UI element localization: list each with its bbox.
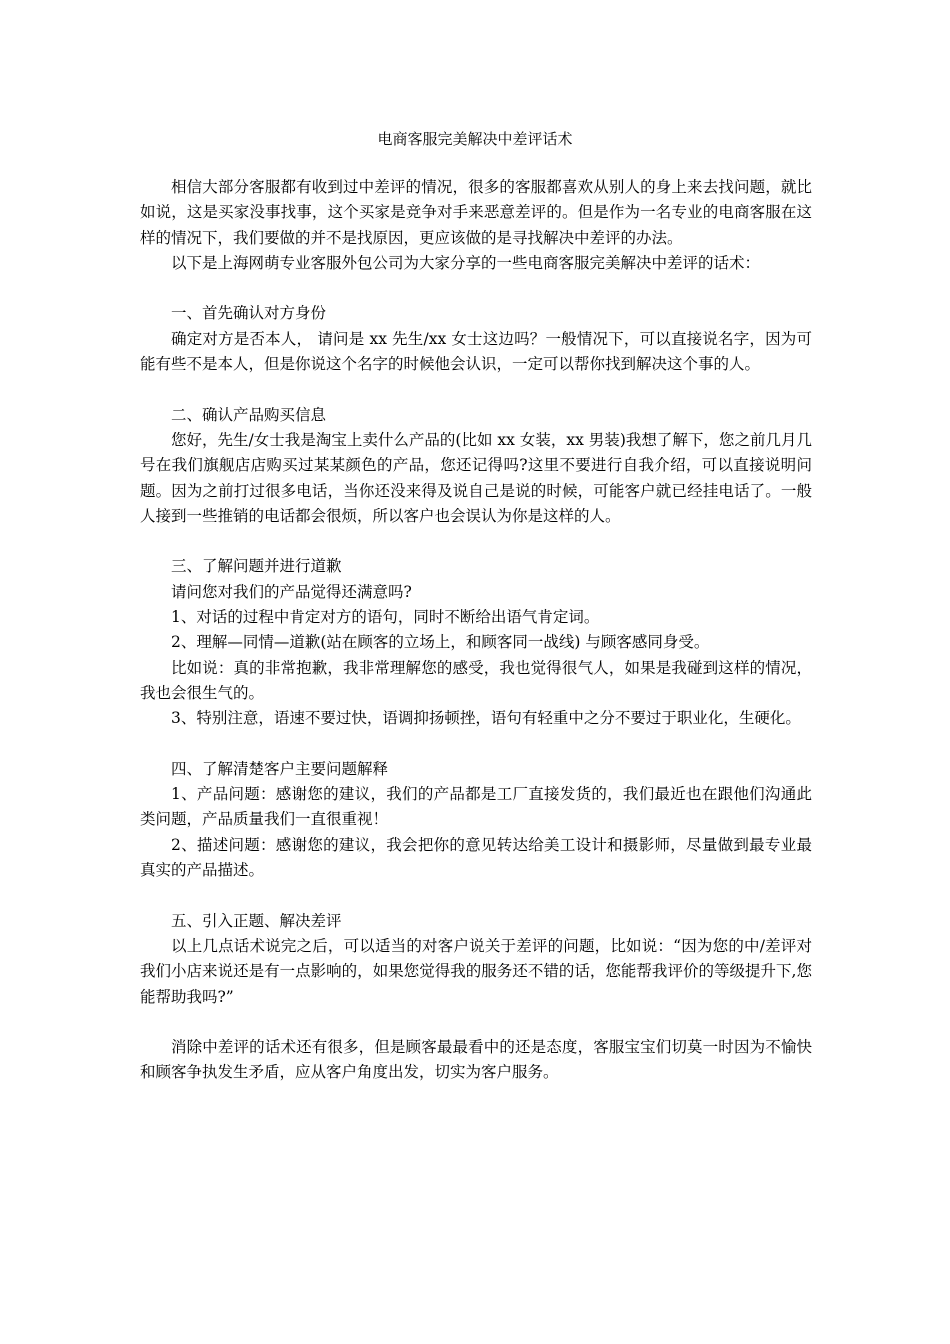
section-3-item-3: 3、特别注意，语速不要过快，语调抑扬顿挫，语句有轻重中之分不要过于职业化，生硬化。 (171, 709, 801, 728)
section-3-item-1: 1、对话的过程中肯定对方的语句，同时不断给出语气肯定词。 (171, 608, 600, 627)
intro-paragraph: 相信大部分客服都有收到过中差评的情况，很多的客服都喜欢从别人的身上来去找问题，就比如说，这是买家没事找事，这个买家是竞争对手来恶意差评的。但是作为一名专业的电商客服在这样的情况下，我们要做的并不是找原因，更应该做的是寻找解决中差评的办法。 (140, 178, 812, 247)
paragraph-gap (140, 276, 812, 301)
section-4-item-2: 2、描述问题：感谢您的建议，我会把你的意见转达给美工设计和摄影师，尽量做到最专业最真实的产品描述。 (140, 835, 812, 880)
document-title: 电商客服完美解决中差评话术 (377, 130, 573, 148)
paragraph-gap (140, 529, 812, 554)
paragraph-gap (140, 1010, 812, 1035)
paragraph-gap (140, 883, 812, 908)
section-1-text: 确定对方是否本人， 请问是 xx 先生/xx 女士这边吗？一般情况下，可以直接说名字，因为可能有些不是本人，但是你说这个名字的时候他会认识，一定可以帮你找到解决这个事的人。 (140, 329, 812, 374)
section-5-text: 以上几点话术说完之后，可以适当的对客户说关于差评的问题，比如说：“因为您的中/差评对我们小店来说还是有一点影响的，如果您觉得我的服务还不错的话，您能帮我评价的等级提升下,您能帮助我吗?” (140, 936, 812, 1006)
section-2-text: 您好，先生/女士我是淘宝上卖什么产品的(比如 xx 女装，xx 男装)我想了解下，您之前几月几号在我们旗舰店店购买过某某颜色的产品，您还记得吗?这里不要进行自我介绍，可以直接说明问题。因为之前打过很多电话，当你还没来得及说自己是说的时候，可能客户就已经挂电话了。一般人接到一些推销的电话都会很烦，所以客户也会误认为你是这样的人。 (140, 430, 812, 525)
intro-paragraph-source: 以下是上海网萌专业客服外包公司为大家分享的一些电商客服完美解决中差评的话术： (171, 253, 761, 272)
paragraph-gap (140, 732, 812, 757)
section-heading-2: 二、确认产品购买信息 (171, 405, 327, 424)
closing-paragraph: 消除中差评的话术还有很多，但是顾客最最看中的还是态度，客服宝宝们切莫一时因为不愉快和顾客争执发生矛盾，应从客户角度出发，切实为客户服务。 (140, 1038, 812, 1082)
section-heading-1: 一、首先确认对方身份 (171, 304, 327, 323)
document-body (140, 175, 812, 1086)
section-3-item-2: 2、理解—同情—道歉(站在顾客的立场上，和顾客同一战线) 与顾客感同身受。 (171, 633, 710, 652)
paragraph-gap (140, 377, 812, 402)
section-heading-5: 五、引入正题、解决差评 (171, 911, 342, 930)
section-heading-3: 三、了解问题并进行道歉 (171, 557, 342, 576)
section-heading-4: 四、了解清楚客户主要问题解释 (171, 759, 389, 778)
section-4-item-1: 1、产品问题：感谢您的建议，我们的产品都是工厂直接发货的，我们最近也在跟他们沟通此类问题，产品质量我们一直很重视！ (140, 785, 812, 829)
section-3-example: 比如说：真的非常抱歉，我非常理解您的感受，我也觉得很气人，如果是我碰到这样的情况，我也会很生气的。 (140, 658, 812, 702)
section-3-question: 请问您对我们的产品觉得还满意吗? (171, 582, 412, 601)
